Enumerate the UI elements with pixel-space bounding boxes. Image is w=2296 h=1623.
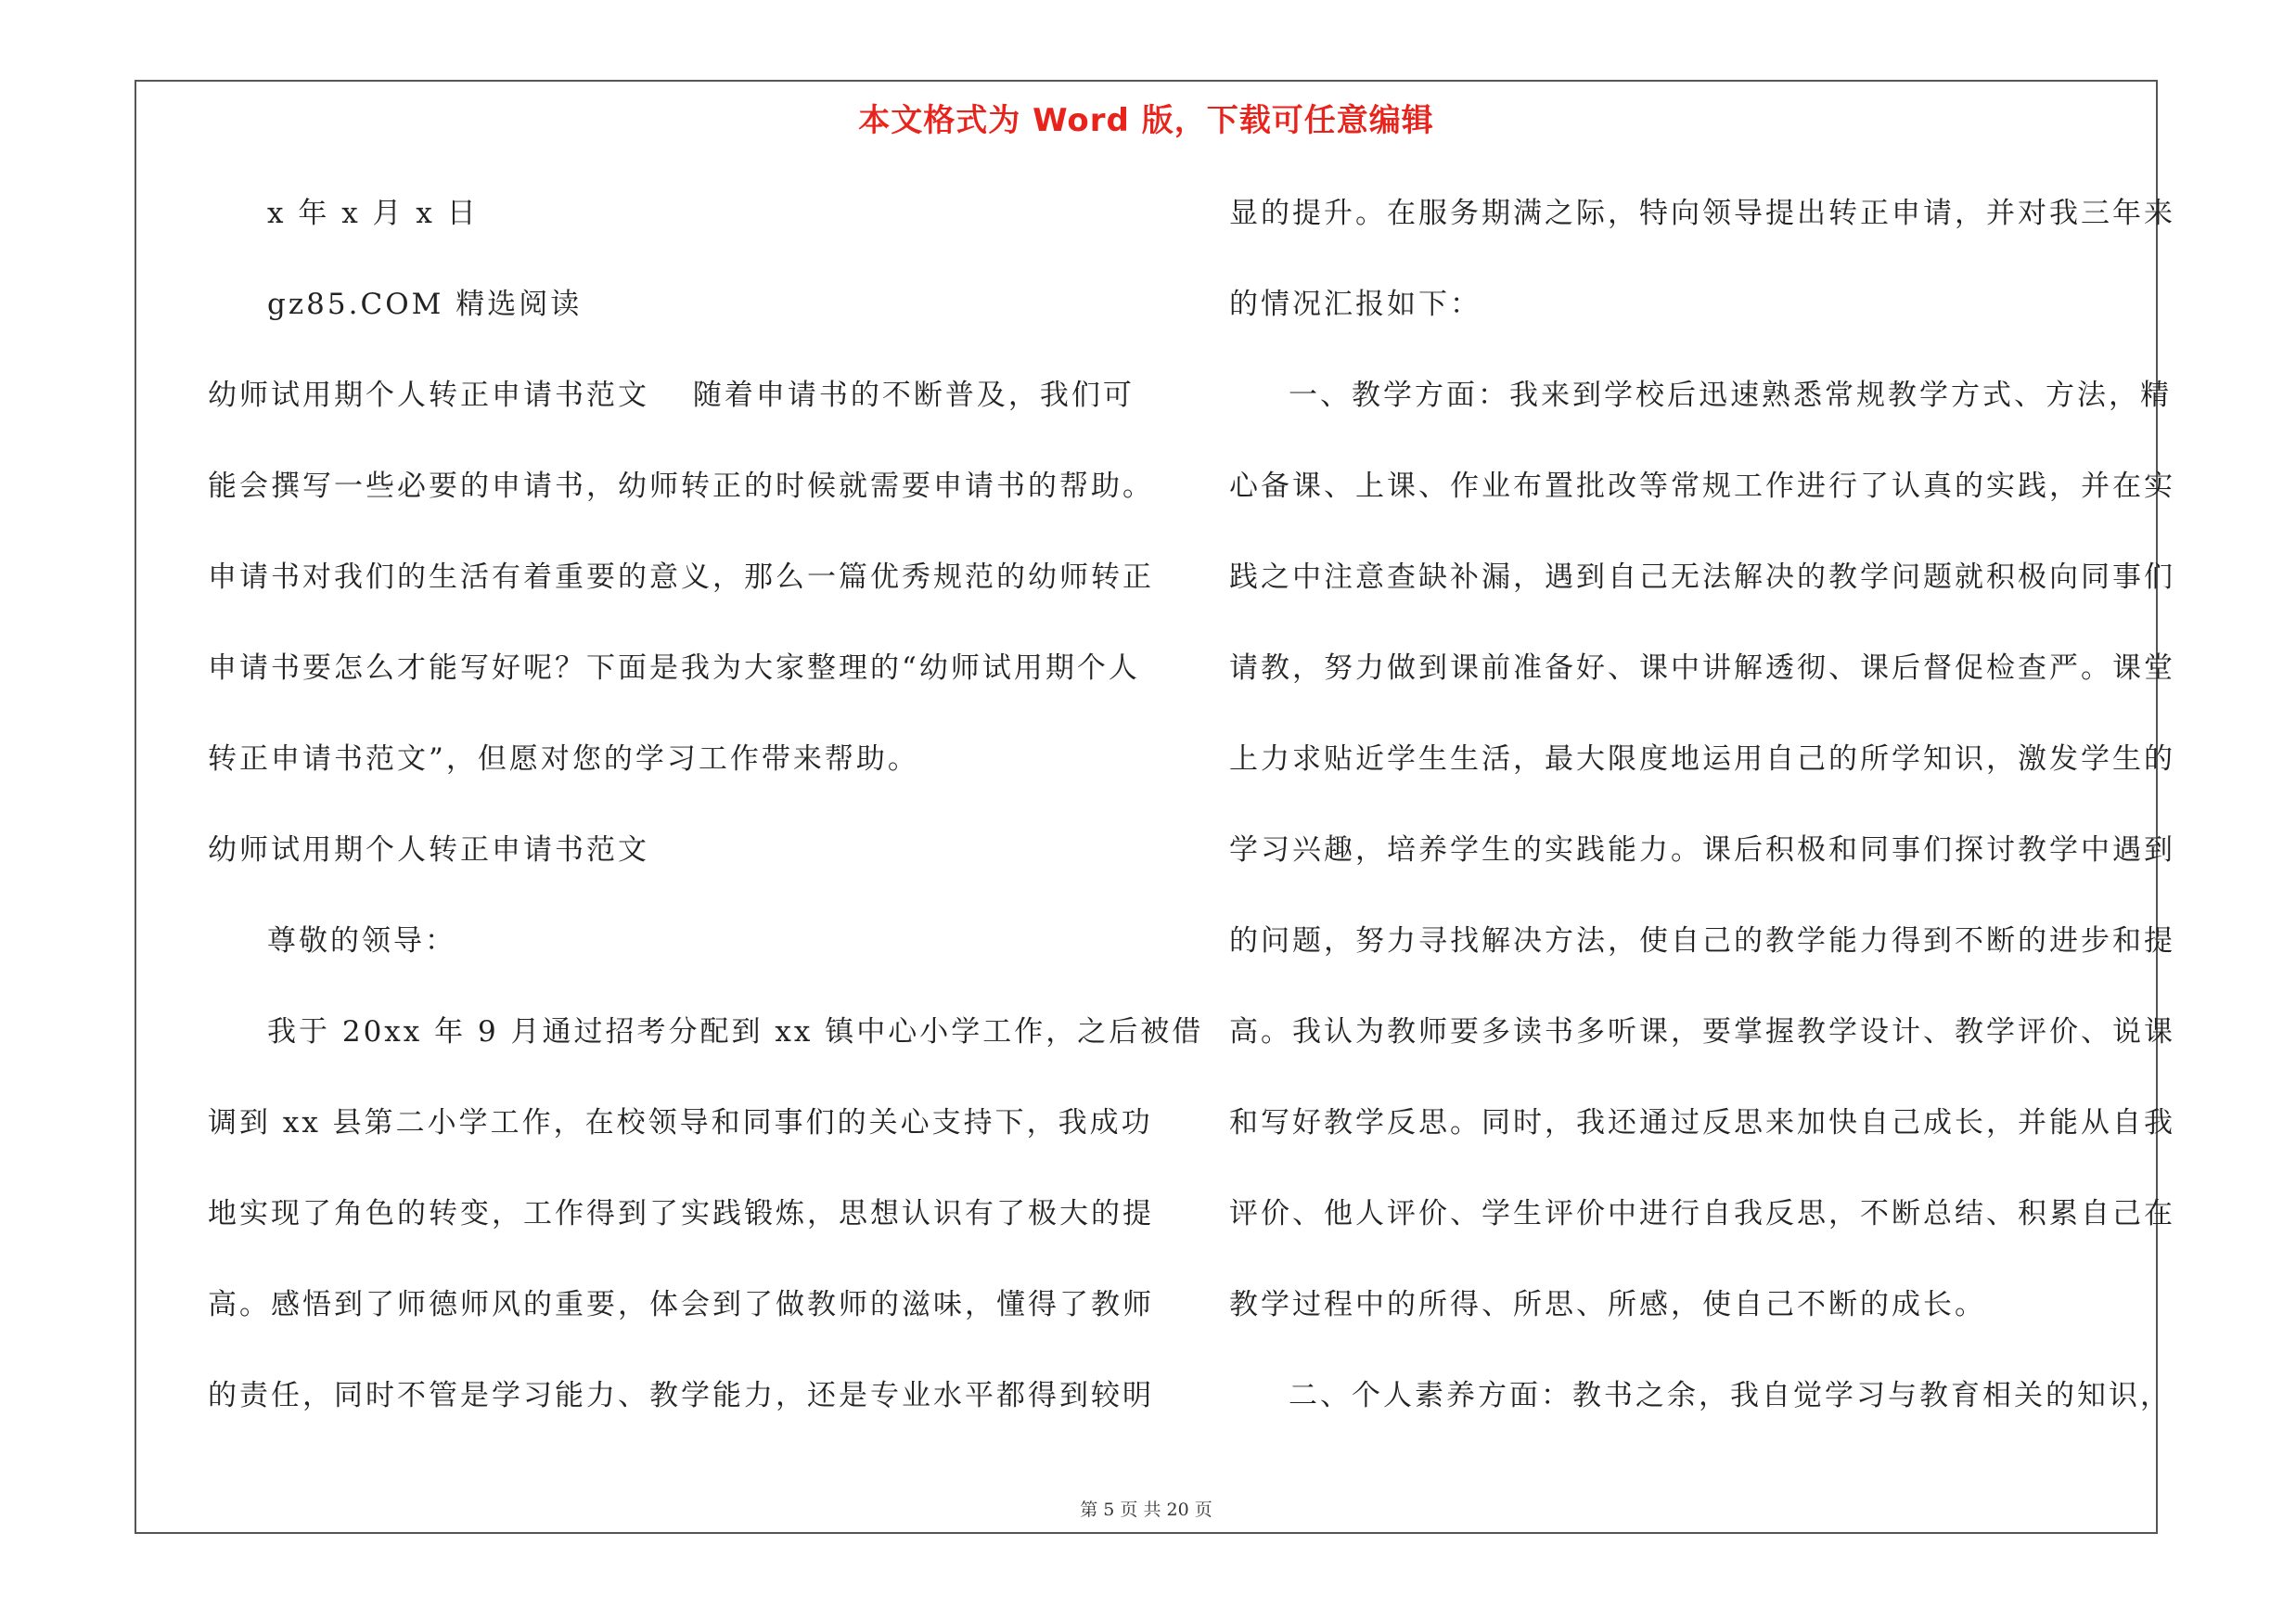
header-banner: 本文格式为 Word 版，下载可任意编辑	[858, 102, 1434, 139]
paragraph-line: 的问题，努力寻找解决方法，使自己的教学能力得到不断的进步和提	[1229, 924, 2175, 958]
right-column	[1229, 186, 2175, 1459]
page-frame	[135, 80, 2175, 1534]
paragraph-line: 和写好教学反思。同时，我还通过反思来加快自己成长，并能从自我	[1229, 1106, 2175, 1140]
paragraph-line: 申请书要怎么才能写好呢？下面是我为大家整理的“幼师试用期个人	[208, 651, 1140, 685]
paragraph-line: 的责任，同时不管是学习能力、教学能力，还是专业水平都得到较明	[208, 1379, 1154, 1412]
paragraph-line: 评价、他人评价、学生评价中进行自我反思，不断总结、积累自己在	[1229, 1197, 2175, 1230]
article-title: 幼师试用期个人转正申请书范文	[208, 833, 649, 867]
paragraph-line: 地实现了角色的转变，工作得到了实践锻炼，思想认识有了极大的提	[208, 1197, 1154, 1230]
paragraph-line: 能会撰写一些必要的申请书，幼师转正的时候就需要申请书的帮助。	[208, 470, 1154, 503]
paragraph-line: 我于 20xx 年 9 月通过招考分配到 xx 镇中心小学工作，之后被借	[267, 1015, 1204, 1049]
salutation: 尊敬的领导：	[267, 924, 456, 958]
paragraph-line: 高。我认为教师要多读书多听课，要掌握教学设计、教学评价、说课	[1229, 1015, 2175, 1049]
section-heading-teaching: 一、教学方面：我来到学校后迅速熟悉常规教学方式、方法，精	[1289, 379, 2172, 412]
paragraph-line: 幼师试用期个人转正申请书范文 随着申请书的不断普及，我们可	[208, 379, 1135, 412]
paragraph-line: 的情况汇报如下：	[1229, 288, 1481, 321]
section-heading-personal: 二、个人素养方面：教书之余，我自觉学习与教育相关的知识，	[1289, 1379, 2172, 1412]
paragraph-line: 学习兴趣，培养学生的实践能力。课后积极和同事们探讨教学中遇到	[1229, 833, 2175, 867]
left-column	[208, 186, 1204, 1459]
paragraph-line: 上力求贴近学生生活，最大限度地运用自己的所学知识，激发学生的	[1229, 742, 2175, 776]
paragraph-line: 申请书对我们的生活有着重要的意义，那么一篇优秀规范的幼师转正	[208, 560, 1154, 594]
paragraph-line: 显的提升。在服务期满之际，特向领导提出转正申请，并对我三年来	[1229, 197, 2175, 230]
paragraph-line: 高。感悟到了师德师风的重要，体会到了做教师的滋味，懂得了教师	[208, 1288, 1154, 1321]
paragraph-line: 教学过程中的所得、所思、所感，使自己不断的成长。	[1229, 1288, 1986, 1321]
paragraph-line: 调到 xx 县第二小学工作，在校领导和同事们的关心支持下，我成功	[208, 1106, 1153, 1140]
paragraph-line: 转正申请书范文”，但愿对您的学习工作带来帮助。	[208, 742, 919, 776]
source-line: gz85.COM 精选阅读	[267, 288, 583, 321]
paragraph-line: 心备课、上课、作业布置批改等常规工作进行了认真的实践，并在实	[1229, 470, 2175, 503]
date-line: x 年 x 月 x 日	[267, 197, 479, 230]
paragraph-line: 请教，努力做到课前准备好、课中讲解透彻、课后督促检查严。课堂	[1229, 651, 2175, 685]
paragraph-line: 践之中注意查缺补漏，遇到自己无法解决的教学问题就积极向同事们	[1229, 560, 2175, 594]
page-number: 第 5 页 共 20 页	[1080, 1500, 1212, 1520]
